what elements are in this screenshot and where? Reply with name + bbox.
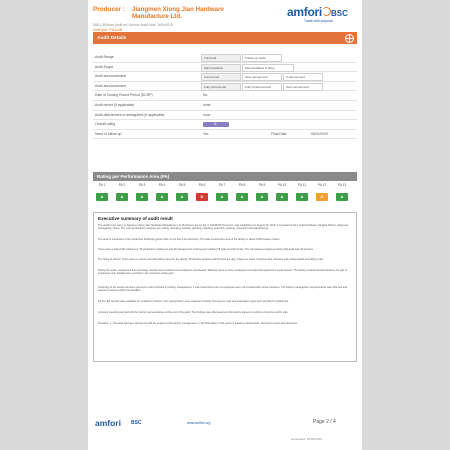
pa-label: PA 10: [277, 183, 287, 187]
summary-paragraph: Remarks: 1. The audit has been carried out with the support of the factory management. 2. All information in this report is based on observation, document review and interviews.: [98, 322, 298, 325]
detail-key: Audit deficiencies or ambiguities (if applicable): [95, 112, 165, 117]
generated-date: Generated: 15/01/2019: [291, 437, 322, 441]
pa-label: PA 3: [138, 183, 146, 187]
pa-rating-badge: A: [116, 193, 128, 201]
pa-rating-badge: A: [156, 193, 168, 201]
option-fully-announced[interactable]: Fully Announced: [201, 83, 241, 91]
pa-rating-badge: A: [136, 193, 148, 201]
pa-label: PA 5: [178, 183, 186, 187]
pa-label: PA 7: [218, 183, 226, 187]
detail-value: none: [203, 112, 211, 117]
logo-suffix: BSC: [331, 9, 348, 18]
option-announced[interactable]: Announced: [201, 73, 241, 81]
overall-rating-value: C: [214, 122, 217, 127]
pa-rating-badge: D: [196, 193, 208, 201]
logo-tagline: Trade with purpose: [304, 19, 333, 23]
detail-row-scope: [93, 63, 357, 73]
detail-row-range: [93, 53, 357, 63]
audit-details-title: Audit Details: [97, 35, 127, 41]
pa-label: PA 9: [258, 183, 266, 187]
pa-label: PA 4: [158, 183, 166, 187]
option-unannounced[interactable]: Unannounced: [283, 73, 323, 81]
option-main-facilities[interactable]: Main Facilities: [201, 64, 241, 72]
detail-key: Audit Scope: [95, 64, 114, 69]
detail-key: Need of follow-up: [95, 131, 122, 136]
option-semi[interactable]: Semi Announced: [283, 83, 323, 91]
option-semi-announced[interactable]: Semi-announced: [242, 73, 282, 81]
pa-rating-badge: A: [176, 193, 188, 201]
pa-rating-badge: C: [316, 193, 328, 201]
footer-logo: amfori: [95, 418, 121, 428]
amfori-logo: [287, 5, 357, 27]
final-date-label: Final Date: [271, 131, 287, 136]
pa-rating-badge: A: [216, 193, 228, 201]
detail-row-announcement: [93, 72, 357, 82]
detail-key: Audit record (if applicable): [95, 102, 135, 107]
pa-rating-badge: A: [276, 193, 288, 201]
detail-row-follow-up: [93, 130, 357, 140]
logo-swirl-icon: [322, 7, 331, 16]
summary-paragraph: The audited site name is Jiangmen Xiong Jian Hardware Manufacture Ltd. Business License No. is 914407047xxxxxxxx, was established on August 15, 2013. It is located at No.1 Industrial Road, Jianghai District, Jiangmen, Guangdong, China. The main production processes are cutting, stamping, welding, grinding, polishing, assembly, packing, inspection and warehousing.: [98, 224, 349, 231]
pa-label: PA 1: [98, 183, 106, 187]
summary-paragraph: During the audit, employment files and wage records were reviewed and employees interviewed. Working hours of some employees exceeded the legal limit in peak season. The factory provided social insurance for part of employees only. Details were recorded in the corrective action plan.: [98, 269, 348, 276]
detail-row-overall-rating: [93, 120, 357, 130]
pa-label: PA 8: [238, 183, 246, 187]
detail-key: Audit announcement: [95, 83, 127, 88]
detail-row-deficiencies: [93, 111, 357, 121]
pa-rating-badge: A: [296, 193, 308, 201]
pa-rating-badge: A: [336, 193, 348, 201]
producer-name: Jiangmen Xiong Jian Hardware Manufacture Ltd.: [132, 6, 224, 21]
detail-key: Audit Range: [95, 55, 114, 59]
option-fully-unannounced[interactable]: Fully Unannounced: [242, 83, 282, 91]
summary-paragraph: There were a total of 96 employees (76 production employees and 20 management employees) including 52 male and 44 female. The interviewed employees during this audit was 18 persons.: [98, 248, 314, 251]
footer-website-link[interactable]: www.amfori.org: [187, 421, 211, 425]
detail-key: Audit announcement: [95, 74, 127, 79]
audit-details-bar: [93, 32, 357, 44]
pa-rating-badge: A: [256, 193, 268, 201]
page-number: Page 2 / 4: [313, 419, 336, 425]
executive-summary: [93, 212, 357, 362]
logo-word: amfori: [287, 5, 322, 19]
report-footer: [93, 418, 357, 448]
summary-paragraph: The hiring of minors: There were no minors and child labour found in the factory. Production workers work 8 hours per day, 6 days per week. Overtime was voluntary and compensated according to law.: [98, 258, 324, 261]
summary-paragraph: The audit is conducted in the production buildings (ground floor to top floor) and dormitory. The total construction area of the factory is about 9,000 square meters.: [98, 238, 281, 241]
audit-details-grid: [93, 53, 357, 139]
summary-paragraph: According to the social insurance payment record provided by factory management, it was noted that a part of employees were not provided with social insurance. The factory management representative was informed and agreed to improve within the deadline.: [98, 286, 348, 293]
rating-strip: [93, 183, 357, 205]
globe-icon: [345, 34, 354, 43]
rating-title: Rating per Performance Area (PA): [97, 174, 170, 179]
pa-label: PA 6: [198, 183, 206, 187]
final-date-value: 05/01/2020: [311, 131, 328, 136]
report-page: [88, 0, 362, 450]
detail-key: Date of Closing Round Period (DCRP): [95, 93, 153, 98]
footer-logo-suffix: BSC: [131, 420, 142, 426]
summary-paragraph: No fire drill records were available for production workers. Fire extinguishers were inspected monthly. Emergency exits and evacuation signs were provided in workshops.: [98, 300, 289, 303]
option-full-audit[interactable]: Full Audit: [201, 54, 241, 62]
detail-key: Overall rating: [95, 122, 116, 127]
pa-rating-badge: A: [96, 193, 108, 201]
pa-rating-badge: A: [236, 193, 248, 201]
detail-row-announcement-type: [93, 82, 357, 92]
pa-label: PA 12: [317, 183, 327, 187]
pa-label: PA 11: [297, 183, 307, 187]
pa-label: PA 13: [337, 183, 347, 187]
detail-row-record: [93, 101, 357, 111]
option-follow-up[interactable]: Follow-up Audit: [242, 54, 282, 62]
detail-value: none: [203, 102, 211, 107]
detail-value: Yes: [203, 131, 209, 136]
option-main-sites[interactable]: Main Facilities & Sites: [242, 64, 294, 72]
header-meta: DBID: 390xxxx Audit ref: 1xxxxxx Audit Date: 2x/0x/2018: [93, 23, 173, 27]
rating-bar: [93, 172, 357, 181]
summary-paragraph: A closing meeting was held with the factory representatives at the end of the audit. The findings were discussed and the factory agreed to submit a corrective action plan.: [98, 311, 289, 314]
overall-rating-chip: [203, 122, 229, 127]
producer-label: Producer :: [93, 6, 125, 13]
detail-value: No: [203, 93, 208, 98]
detail-row-dcrp: [93, 91, 357, 101]
summary-title: Executive summary of audit result: [98, 216, 173, 221]
header-meta-type: Audit type: Full Audit: [93, 28, 123, 32]
pa-label: PA 2: [118, 183, 126, 187]
